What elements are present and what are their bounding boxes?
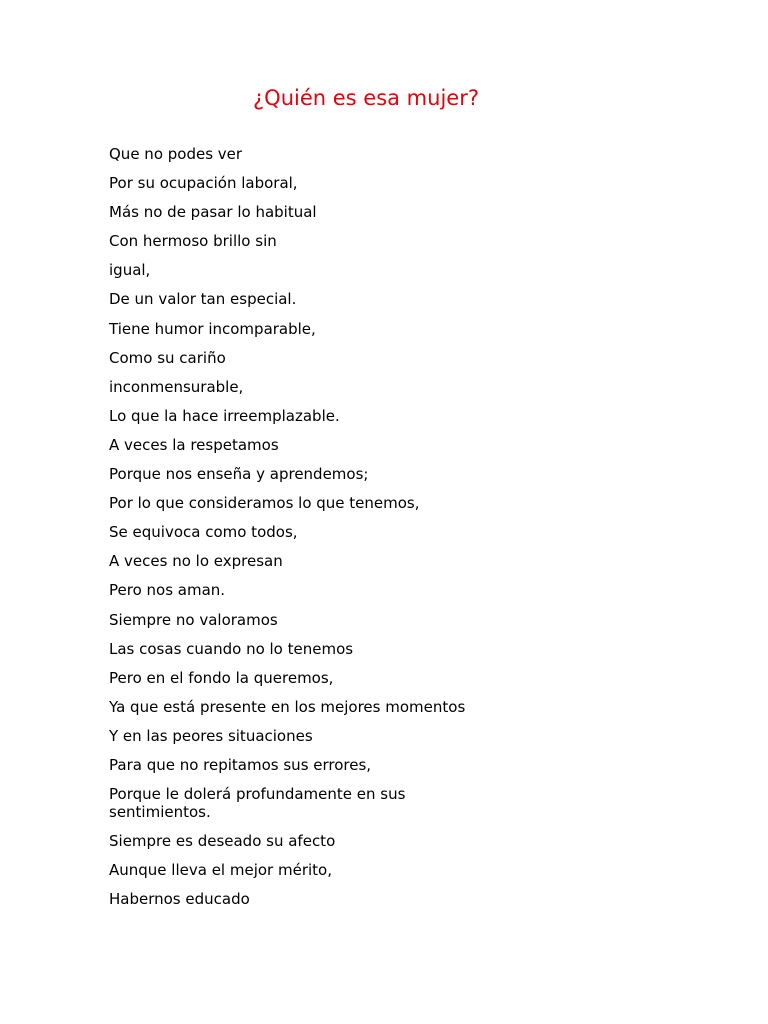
poem-line: A veces la respetamos bbox=[109, 435, 279, 454]
poem-line: Siempre es deseado su afecto bbox=[109, 831, 336, 850]
poem-line: Porque nos enseña y aprendemos; bbox=[109, 465, 369, 484]
poem-line: A veces no lo expresan bbox=[109, 552, 283, 571]
poem-line: Aunque lleva el mejor mérito, bbox=[109, 860, 332, 879]
poem-body bbox=[109, 146, 509, 920]
poem-line: Ya que está presente en los mejores momentos bbox=[109, 697, 466, 716]
poem-line: Pero en el fondo la queremos, bbox=[109, 668, 334, 687]
poem-line: Como su cariño bbox=[109, 348, 226, 367]
poem-line: Por su ocupación laboral, bbox=[109, 174, 298, 193]
poem-title: ¿Quién es esa mujer? bbox=[253, 86, 479, 110]
poem-line: Pero nos aman. bbox=[109, 581, 226, 600]
poem-line: Para que no repitamos sus errores, bbox=[109, 755, 372, 774]
poem-line: Por lo que consideramos lo que tenemos, bbox=[109, 494, 420, 513]
poem-line: De un valor tan especial. bbox=[109, 290, 297, 309]
poem-line: Lo que la hace irreemplazable. bbox=[109, 406, 340, 425]
poem-line: Que no podes ver bbox=[109, 145, 243, 163]
poem-line: Con hermoso brillo sin bbox=[109, 232, 277, 251]
poem-line: Habernos educado bbox=[109, 889, 250, 908]
poem-line: Más no de pasar lo habitual bbox=[109, 203, 317, 222]
poem-line: Se equivoca como todos, bbox=[109, 523, 298, 542]
poem-line: Porque le dolerá profundamente en sus sentimientos. bbox=[109, 785, 406, 821]
poem-line: Siempre no valoramos bbox=[109, 610, 278, 629]
poem-line: inconmensurable, bbox=[109, 377, 244, 396]
poem-line: igual, bbox=[109, 261, 151, 280]
poem-line: Las cosas cuando no lo tenemos bbox=[109, 639, 354, 658]
poem-line: Tiene humor incomparable, bbox=[109, 319, 316, 338]
poem-line: Y en las peores situaciones bbox=[109, 726, 313, 745]
